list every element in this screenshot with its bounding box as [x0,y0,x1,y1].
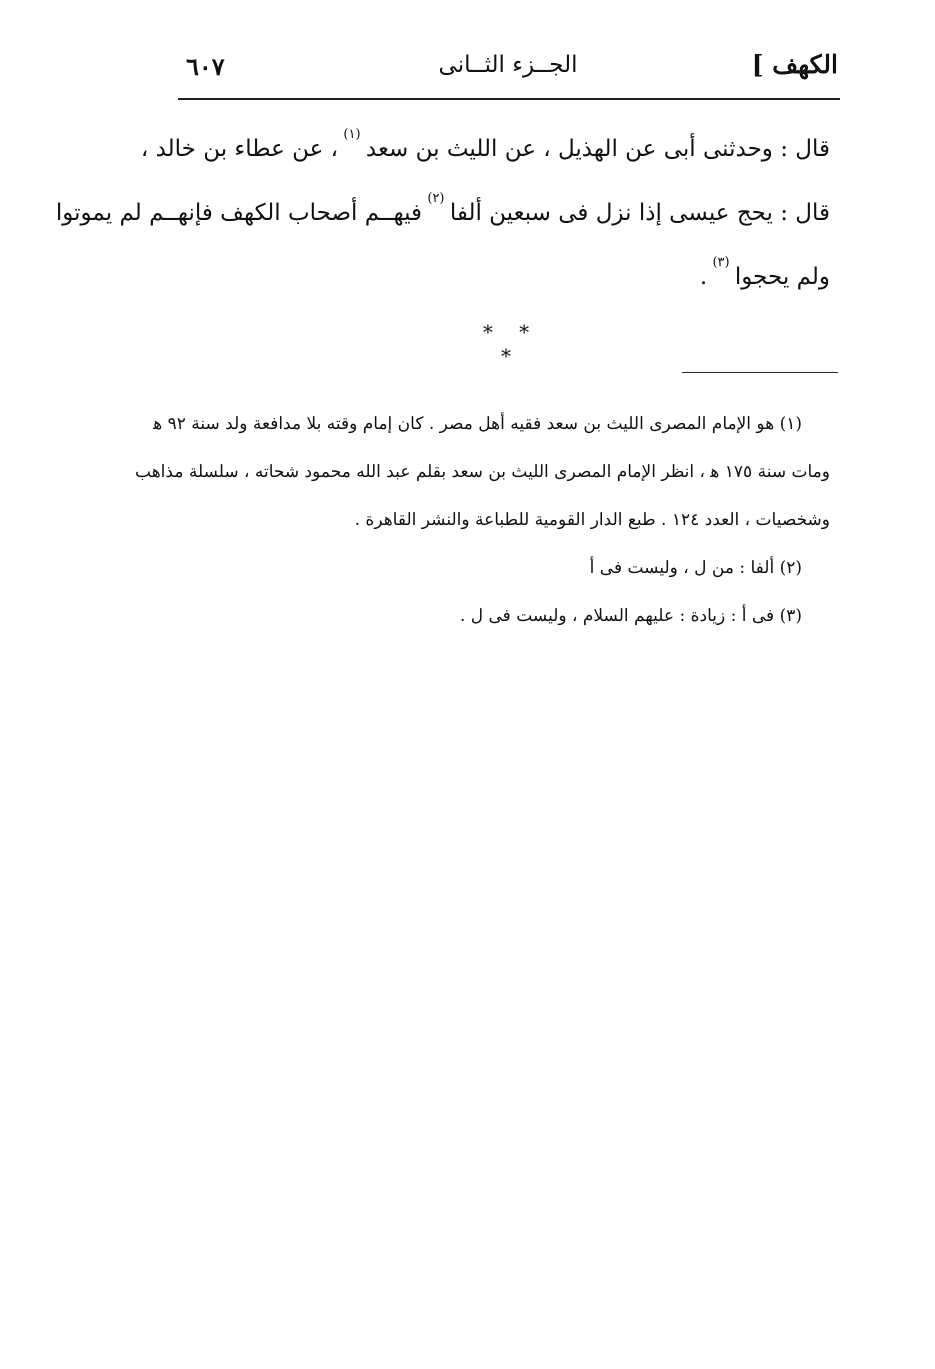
volume-title: الجــزء الثــانى [438,52,578,78]
text-segment: ولم يحجوا [734,264,830,290]
section-separator: * * * [482,320,540,368]
text-segment: ، عن عطاء بن خالد ، [140,136,339,162]
text-segment: فيهــم أصحاب الكهف فإنهــم لم يموتوا [55,200,423,226]
text-line [140,127,830,166]
footnote-marker: (٣) [712,255,730,270]
footnote-2: (٢) ألفا : من ل ، وليست فى أ [589,558,802,578]
footnote-1-line: ومات سنة ١٧٥ ﻫ ، انظر الإمام المصرى الليث بن سعد بقلم عبد الله محمود شحاته ، سلسلة مذاهب [135,462,830,482]
header-rule [178,98,840,100]
main-text [55,127,830,330]
text-line [178,255,830,294]
footnote-marker: (٢) [427,191,445,206]
chapter-title: الكهف ] [751,50,838,79]
page-header [178,50,838,96]
text-line [55,191,830,230]
footnote-marker: (١) [343,127,361,142]
footnotes [135,410,830,650]
text-segment: . [699,264,708,290]
text-segment: قال : يحج عيسى إذا نزل فى سبعين ألفا [449,200,830,226]
footnote-1-line: وشخصيات ، العدد ١٢٤ . طبع الدار القومية للطباعة والنشر القاهرة . [354,510,830,530]
footnote-1-line: (١) هو الإمام المصرى الليث بن سعد فقيه أهل مصر . كان إمام وقته بلا مدافعة ولد سنة ٩٢ ﻫ [153,414,802,434]
footnote-3: (٣) فى أ : زيادة : عليهم السلام ، وليست فى ل . [459,606,802,626]
page-number: ٦٠٧ [186,52,225,81]
footnote-rule [682,372,838,373]
text-segment: قال : وحدثنى أبى عن الهذيل ، عن الليث بن سعد [365,136,830,162]
